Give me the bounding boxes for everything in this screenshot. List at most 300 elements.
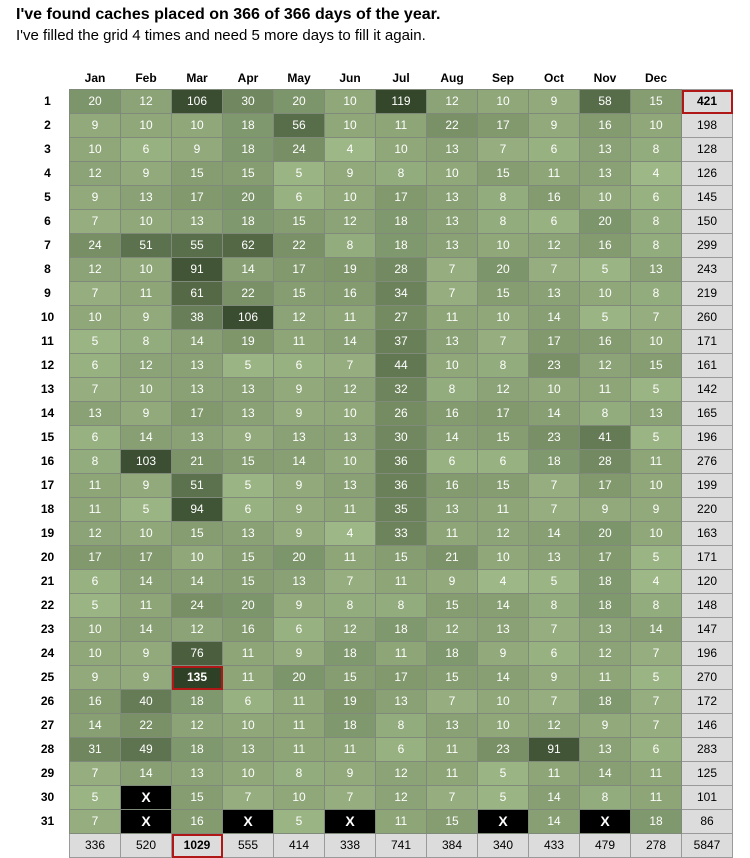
- day-count-cell: 10: [325, 450, 376, 474]
- grand-total-cell: 5847: [682, 834, 733, 858]
- day-count-cell: 13: [580, 738, 631, 762]
- page-subtitle: I've filled the grid 4 times and need 5 more days to fill it again.: [16, 27, 426, 44]
- blank-day-cell: X: [223, 810, 274, 834]
- day-count-cell: 13: [580, 138, 631, 162]
- day-count-cell: 12: [274, 306, 325, 330]
- day-row: [26, 762, 733, 786]
- day-count-cell: 14: [529, 402, 580, 426]
- day-count-cell: 9: [274, 642, 325, 666]
- day-count-cell: 18: [172, 690, 223, 714]
- day-label: 22: [40, 598, 55, 612]
- day-count-cell: 9: [274, 402, 325, 426]
- day-count-cell: 9: [529, 114, 580, 138]
- day-count-cell: 7: [70, 282, 121, 306]
- day-count-cell: 11: [223, 666, 274, 690]
- row-total-cell: 120: [682, 570, 733, 594]
- day-count-cell: 9: [70, 114, 121, 138]
- day-count-cell: 17: [376, 666, 427, 690]
- day-count-cell: 10: [325, 186, 376, 210]
- column-total-cell: 479: [580, 834, 631, 858]
- day-count-cell: 15: [223, 570, 274, 594]
- day-count-cell: 28: [376, 258, 427, 282]
- day-count-cell: 17: [478, 114, 529, 138]
- day-row: [26, 450, 733, 474]
- day-row: [26, 210, 733, 234]
- day-count-cell: 11: [478, 498, 529, 522]
- day-count-cell: 12: [325, 618, 376, 642]
- day-row: [26, 690, 733, 714]
- day-count-cell: 40: [121, 690, 172, 714]
- day-count-cell: 13: [172, 378, 223, 402]
- day-count-cell: 8: [631, 594, 682, 618]
- day-count-cell: 9: [580, 714, 631, 738]
- total-header: [682, 67, 733, 90]
- day-count-cell: 8: [325, 594, 376, 618]
- day-count-cell: 14: [121, 426, 172, 450]
- day-count-cell: 13: [427, 714, 478, 738]
- day-count-cell: 15: [325, 666, 376, 690]
- day-count-cell: 14: [274, 450, 325, 474]
- day-count-cell: 5: [580, 258, 631, 282]
- day-label: 23: [40, 622, 55, 636]
- day-count-cell: 10: [427, 162, 478, 186]
- day-count-cell: 14: [631, 618, 682, 642]
- day-count-cell: 18: [580, 594, 631, 618]
- day-count-cell: 12: [121, 90, 172, 114]
- day-count-cell: 10: [478, 714, 529, 738]
- day-count-cell: 10: [478, 546, 529, 570]
- day-label: 16: [40, 454, 55, 468]
- day-label: 27: [40, 718, 55, 732]
- day-count-cell: 7: [529, 474, 580, 498]
- day-count-cell: 5: [70, 786, 121, 810]
- day-count-cell: 6: [70, 426, 121, 450]
- day-count-cell: 5: [529, 570, 580, 594]
- day-count-cell: 32: [376, 378, 427, 402]
- day-count-cell: 17: [580, 546, 631, 570]
- day-count-cell: 10: [631, 522, 682, 546]
- row-total-cell: 270: [682, 666, 733, 690]
- day-count-cell: 5: [121, 498, 172, 522]
- day-count-cell: 7: [427, 786, 478, 810]
- day-label: 4: [44, 166, 51, 180]
- day-count-cell: 20: [70, 90, 121, 114]
- day-count-cell: 11: [376, 570, 427, 594]
- day-count-cell: 4: [631, 162, 682, 186]
- day-count-cell: 14: [70, 714, 121, 738]
- row-total-cell: 243: [682, 258, 733, 282]
- day-row: [26, 162, 733, 186]
- day-count-cell: 17: [121, 546, 172, 570]
- day-count-cell: 16: [580, 330, 631, 354]
- day-count-cell: 8: [121, 330, 172, 354]
- day-count-cell: 11: [121, 282, 172, 306]
- day-count-cell: 18: [376, 234, 427, 258]
- day-count-cell: 10: [121, 114, 172, 138]
- day-count-cell: 13: [172, 762, 223, 786]
- day-count-cell: 6: [427, 450, 478, 474]
- day-row: [26, 90, 733, 114]
- totals-row-label: [26, 834, 70, 858]
- day-row: [26, 714, 733, 738]
- row-total-cell: 219: [682, 282, 733, 306]
- day-count-cell: 9: [274, 594, 325, 618]
- day-count-cell: 10: [478, 90, 529, 114]
- day-count-cell: 14: [427, 426, 478, 450]
- day-count-cell: 7: [70, 810, 121, 834]
- day-count-cell: 20: [274, 90, 325, 114]
- row-total-cell: 142: [682, 378, 733, 402]
- day-count-cell: 94: [172, 498, 223, 522]
- day-count-cell: 17: [70, 546, 121, 570]
- row-total-cell: 172: [682, 690, 733, 714]
- day-count-cell: 27: [376, 306, 427, 330]
- grid-body: [26, 90, 733, 858]
- month-header-dec: Dec: [644, 71, 667, 85]
- day-count-cell: 33: [376, 522, 427, 546]
- day-count-cell: 15: [478, 162, 529, 186]
- day-count-cell: 12: [376, 786, 427, 810]
- column-total-cell: 555: [223, 834, 274, 858]
- day-count-cell: 12: [580, 354, 631, 378]
- day-count-cell: 15: [478, 474, 529, 498]
- blank-day-cell: X: [478, 810, 529, 834]
- day-count-cell: 11: [274, 690, 325, 714]
- day-label: 6: [44, 214, 51, 228]
- row-total-cell: 86: [682, 810, 733, 834]
- day-count-cell: 16: [580, 114, 631, 138]
- day-count-cell: 14: [223, 258, 274, 282]
- day-count-cell: 10: [427, 354, 478, 378]
- day-count-cell: 10: [631, 330, 682, 354]
- day-count-cell: 9: [274, 498, 325, 522]
- day-count-cell: 22: [121, 714, 172, 738]
- day-count-cell: 18: [631, 810, 682, 834]
- row-total-cell: 199: [682, 474, 733, 498]
- row-total-cell: 171: [682, 546, 733, 570]
- day-label: 21: [40, 574, 55, 588]
- month-header-mar: Mar: [186, 71, 208, 85]
- column-total-cell: 278: [631, 834, 682, 858]
- day-count-cell: 14: [529, 306, 580, 330]
- day-count-cell: 76: [172, 642, 223, 666]
- month-header-apr: Apr: [237, 71, 259, 85]
- day-count-cell: 8: [631, 282, 682, 306]
- day-count-cell: 106: [223, 306, 274, 330]
- day-label: 25: [40, 670, 55, 684]
- day-count-cell: 9: [631, 498, 682, 522]
- day-count-cell: 20: [274, 666, 325, 690]
- day-count-cell: 18: [172, 738, 223, 762]
- day-count-cell: 18: [223, 114, 274, 138]
- day-count-cell: 103: [121, 450, 172, 474]
- day-count-cell: 15: [427, 666, 478, 690]
- day-count-cell: 14: [478, 666, 529, 690]
- column-total-cell: 520: [121, 834, 172, 858]
- day-count-cell: 5: [631, 666, 682, 690]
- day-count-cell: 18: [376, 210, 427, 234]
- day-count-cell: 17: [172, 186, 223, 210]
- day-count-cell: 7: [631, 642, 682, 666]
- row-total-cell: 283: [682, 738, 733, 762]
- day-label: 20: [40, 550, 55, 564]
- day-count-cell: 11: [427, 762, 478, 786]
- day-label: 2: [44, 118, 51, 132]
- day-count-cell: 13: [274, 426, 325, 450]
- day-count-cell: 11: [631, 762, 682, 786]
- day-count-cell: 11: [580, 666, 631, 690]
- day-count-cell: 11: [274, 738, 325, 762]
- day-count-cell: 4: [325, 138, 376, 162]
- day-label: 9: [44, 286, 51, 300]
- day-count-cell: 8: [478, 186, 529, 210]
- row-total-cell: 150: [682, 210, 733, 234]
- month-header-jun: Jun: [339, 71, 361, 85]
- day-count-cell: 18: [325, 642, 376, 666]
- day-count-cell: 51: [172, 474, 223, 498]
- day-count-cell: 11: [580, 378, 631, 402]
- day-label: 15: [40, 430, 55, 444]
- day-row: [26, 306, 733, 330]
- day-count-cell: 11: [223, 642, 274, 666]
- day-count-cell: 11: [325, 306, 376, 330]
- day-count-cell: 13: [427, 234, 478, 258]
- day-count-cell: 9: [325, 762, 376, 786]
- column-total-cell: 384: [427, 834, 478, 858]
- day-label: 10: [40, 310, 55, 324]
- day-count-cell: 13: [427, 138, 478, 162]
- day-count-cell: 17: [172, 402, 223, 426]
- day-count-cell: 7: [325, 786, 376, 810]
- day-row: [26, 498, 733, 522]
- day-count-cell: 10: [121, 210, 172, 234]
- day-row: [26, 426, 733, 450]
- day-count-cell: 10: [70, 306, 121, 330]
- max-row-total-cell: 421: [682, 90, 733, 114]
- day-count-cell: 51: [121, 234, 172, 258]
- day-count-cell: 11: [529, 162, 580, 186]
- day-count-cell: 13: [376, 690, 427, 714]
- column-total-cell: 340: [478, 834, 529, 858]
- day-count-cell: 10: [274, 786, 325, 810]
- month-header-jan: Jan: [84, 71, 106, 85]
- day-count-cell: 17: [529, 330, 580, 354]
- day-count-cell: 15: [223, 546, 274, 570]
- day-count-cell: 13: [427, 186, 478, 210]
- day-label: 7: [44, 238, 51, 252]
- month-header-oct: Oct: [543, 71, 564, 85]
- row-total-cell: 163: [682, 522, 733, 546]
- day-count-cell: 17: [274, 258, 325, 282]
- day-count-cell: 13: [631, 258, 682, 282]
- column-total-cell: 336: [70, 834, 121, 858]
- day-count-cell: 15: [427, 810, 478, 834]
- day-count-cell: 5: [70, 330, 121, 354]
- blank-day-cell: X: [325, 810, 376, 834]
- day-count-cell: 7: [70, 210, 121, 234]
- day-count-cell: 15: [376, 546, 427, 570]
- day-count-cell: 8: [478, 354, 529, 378]
- day-count-cell: 13: [325, 474, 376, 498]
- day-count-cell: 7: [529, 498, 580, 522]
- day-count-cell: 9: [274, 474, 325, 498]
- day-count-cell: 26: [376, 402, 427, 426]
- day-count-cell: 61: [172, 282, 223, 306]
- day-count-cell: 18: [580, 690, 631, 714]
- day-count-cell: 8: [376, 162, 427, 186]
- day-count-cell: 21: [427, 546, 478, 570]
- day-count-cell: 11: [427, 522, 478, 546]
- day-count-cell: 9: [121, 162, 172, 186]
- day-count-cell: 19: [325, 258, 376, 282]
- day-count-cell: 8: [376, 594, 427, 618]
- day-count-cell: 6: [631, 738, 682, 762]
- day-count-cell: 9: [121, 402, 172, 426]
- day-row: [26, 786, 733, 810]
- day-count-cell: 4: [478, 570, 529, 594]
- day-count-cell: 13: [580, 618, 631, 642]
- day-label: 5: [44, 190, 51, 204]
- day-count-cell: 12: [172, 714, 223, 738]
- day-label: 17: [40, 478, 55, 492]
- day-count-cell: 6: [529, 138, 580, 162]
- day-count-cell: 8: [427, 378, 478, 402]
- column-total-cell: 338: [325, 834, 376, 858]
- day-count-cell: 20: [223, 186, 274, 210]
- day-count-cell: 106: [172, 90, 223, 114]
- day-count-cell: 36: [376, 450, 427, 474]
- day-count-cell: 20: [223, 594, 274, 618]
- day-count-cell: 8: [376, 714, 427, 738]
- day-count-cell: 5: [274, 162, 325, 186]
- day-count-cell: 8: [529, 594, 580, 618]
- day-count-cell: 9: [325, 162, 376, 186]
- day-count-cell: 13: [325, 426, 376, 450]
- day-count-cell: 6: [529, 210, 580, 234]
- row-total-cell: 299: [682, 234, 733, 258]
- day-count-cell: 13: [427, 330, 478, 354]
- day-count-cell: 12: [529, 234, 580, 258]
- day-count-cell: 18: [580, 570, 631, 594]
- page-title: I've found caches placed on 366 of 366 days of the year.: [16, 6, 441, 23]
- day-count-cell: 15: [631, 354, 682, 378]
- day-label: 18: [40, 502, 55, 516]
- day-count-cell: 91: [172, 258, 223, 282]
- day-count-cell: 6: [376, 738, 427, 762]
- month-header-aug: Aug: [440, 71, 464, 85]
- day-label: 14: [40, 406, 55, 420]
- day-count-cell: 7: [325, 354, 376, 378]
- day-count-cell: 18: [223, 210, 274, 234]
- day-count-cell: 12: [478, 522, 529, 546]
- day-count-cell: 16: [325, 282, 376, 306]
- day-row: [26, 234, 733, 258]
- day-count-cell: 12: [325, 378, 376, 402]
- day-count-cell: 10: [121, 378, 172, 402]
- day-count-cell: 5: [274, 810, 325, 834]
- day-count-cell: 9: [223, 426, 274, 450]
- row-total-cell: 196: [682, 642, 733, 666]
- day-row: [26, 738, 733, 762]
- day-count-cell: 13: [121, 186, 172, 210]
- day-count-cell: 10: [223, 762, 274, 786]
- day-count-cell: 15: [631, 90, 682, 114]
- day-row: [26, 282, 733, 306]
- row-total-cell: 146: [682, 714, 733, 738]
- day-count-cell: 19: [223, 330, 274, 354]
- row-total-cell: 125: [682, 762, 733, 786]
- day-count-cell: 11: [70, 498, 121, 522]
- day-count-cell: 12: [427, 90, 478, 114]
- day-row: [26, 114, 733, 138]
- day-count-cell: 7: [427, 690, 478, 714]
- day-count-cell: 12: [70, 162, 121, 186]
- day-count-cell: 11: [376, 810, 427, 834]
- day-count-cell: 5: [478, 786, 529, 810]
- day-count-cell: 14: [529, 810, 580, 834]
- day-count-cell: 13: [529, 282, 580, 306]
- day-count-cell: 16: [580, 234, 631, 258]
- day-count-cell: 35: [376, 498, 427, 522]
- day-count-cell: 6: [274, 618, 325, 642]
- day-label: 13: [40, 382, 55, 396]
- day-count-cell: 12: [70, 258, 121, 282]
- day-count-cell: 13: [223, 738, 274, 762]
- column-total-cell: 741: [376, 834, 427, 858]
- day-count-cell: 44: [376, 354, 427, 378]
- max-column-total-cell: 1029: [172, 834, 223, 858]
- day-count-cell: 24: [274, 138, 325, 162]
- day-count-cell: 9: [121, 306, 172, 330]
- day-count-cell: 10: [631, 114, 682, 138]
- day-row: [26, 354, 733, 378]
- day-count-cell: 14: [121, 570, 172, 594]
- day-count-cell: 12: [427, 618, 478, 642]
- day-count-cell: 14: [325, 330, 376, 354]
- day-count-cell: 13: [478, 618, 529, 642]
- day-count-cell: 16: [427, 402, 478, 426]
- day-count-cell: 19: [325, 690, 376, 714]
- day-count-cell: 14: [478, 594, 529, 618]
- day-count-cell: 28: [580, 450, 631, 474]
- day-row: [26, 642, 733, 666]
- day-count-cell: 12: [172, 618, 223, 642]
- column-total-cell: 414: [274, 834, 325, 858]
- day-count-cell: 14: [121, 618, 172, 642]
- day-count-cell: 9: [478, 642, 529, 666]
- day-count-cell: 7: [427, 258, 478, 282]
- day-count-cell: 36: [376, 474, 427, 498]
- row-total-cell: 260: [682, 306, 733, 330]
- day-count-cell: 24: [70, 234, 121, 258]
- day-count-cell: 20: [478, 258, 529, 282]
- day-count-cell: 5: [631, 546, 682, 570]
- day-count-cell: 37: [376, 330, 427, 354]
- day-count-cell: 24: [172, 594, 223, 618]
- day-count-cell: 15: [172, 162, 223, 186]
- row-total-cell: 165: [682, 402, 733, 426]
- day-count-cell: 14: [529, 522, 580, 546]
- column-totals-row: [26, 834, 733, 858]
- day-label: 26: [40, 694, 55, 708]
- day-count-cell: 11: [325, 498, 376, 522]
- day-count-cell: 10: [478, 306, 529, 330]
- day-row: [26, 810, 733, 834]
- day-count-cell: 30: [376, 426, 427, 450]
- day-count-cell: 62: [223, 234, 274, 258]
- day-count-cell: 11: [631, 450, 682, 474]
- day-count-cell: 11: [427, 306, 478, 330]
